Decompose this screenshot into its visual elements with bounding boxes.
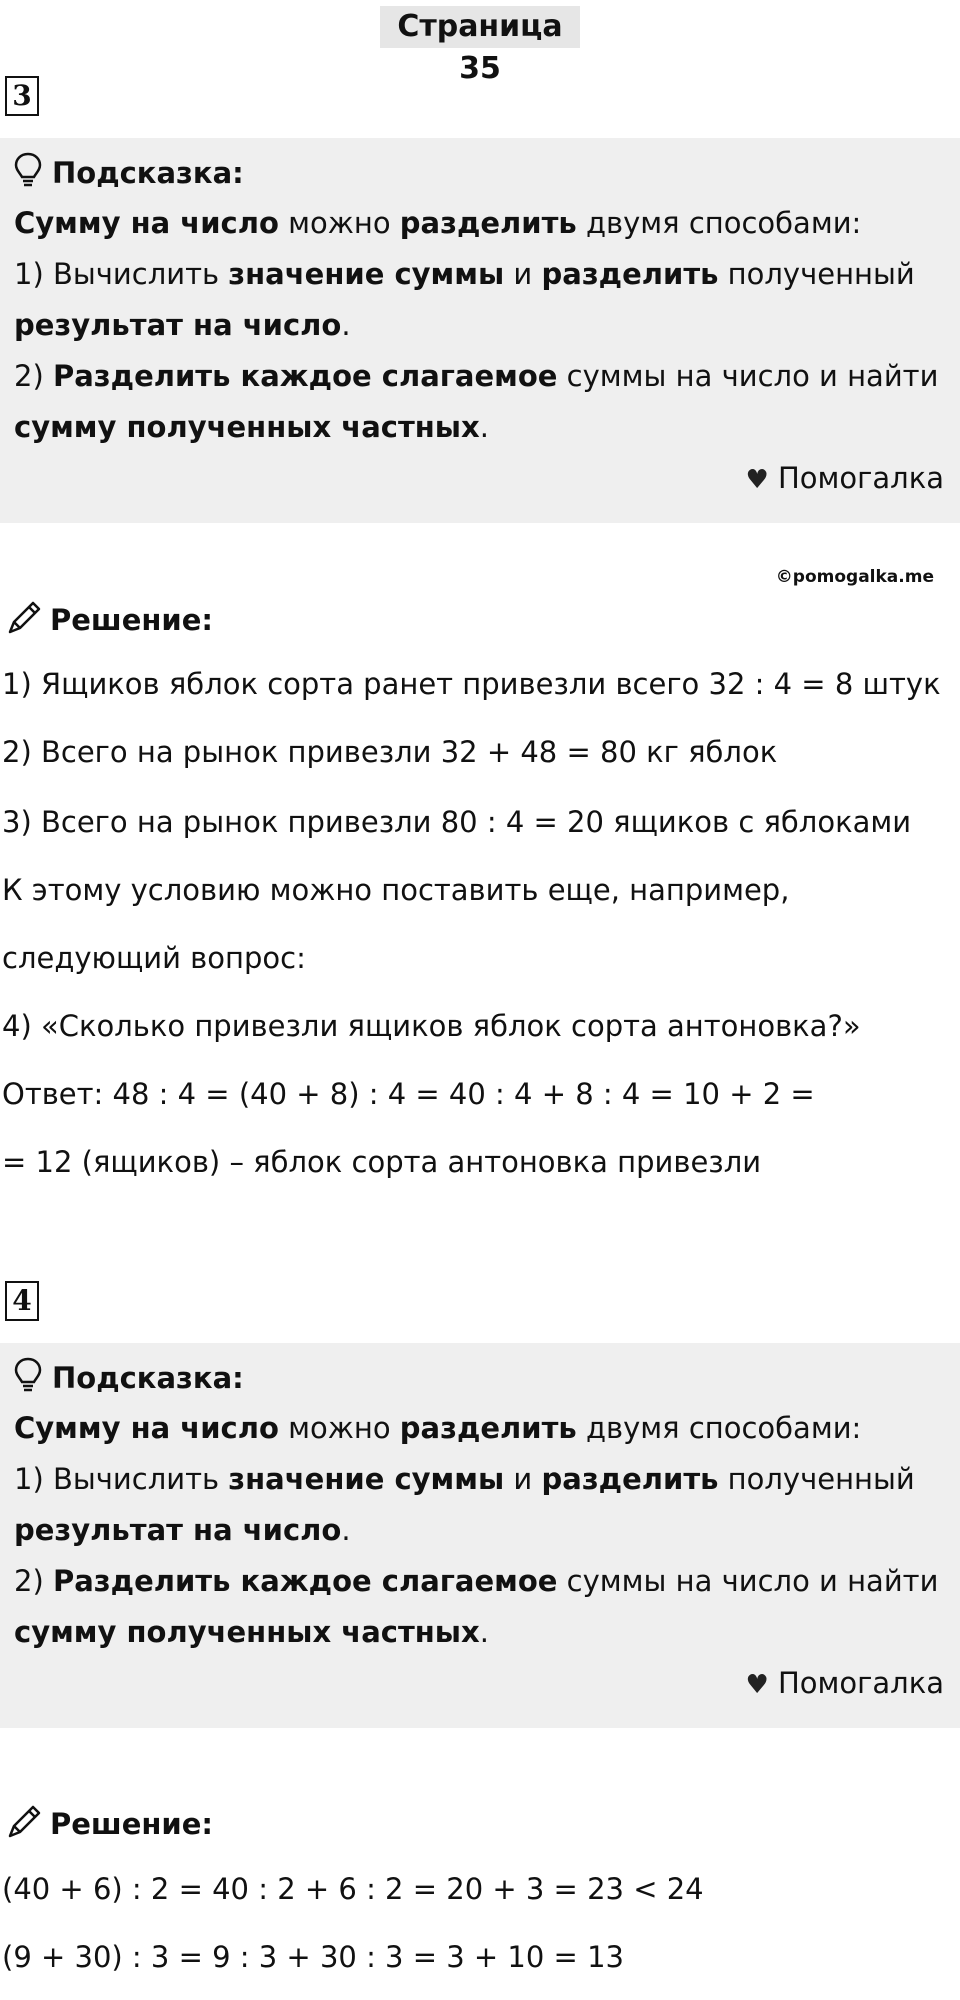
solution-line: следующий вопрос: bbox=[2, 941, 306, 975]
heart-icon: ♥ bbox=[745, 1670, 769, 1700]
brand-label: ♥ Помогалка bbox=[745, 1666, 944, 1700]
pencil-icon bbox=[6, 598, 44, 643]
hint-box-task4 bbox=[0, 1343, 960, 1728]
watermark: ©pomogalka.me bbox=[775, 567, 934, 587]
lightbulb-icon bbox=[14, 1357, 42, 1400]
hint-header bbox=[14, 148, 946, 198]
hint-line-1: Сумму на число можно разделить двумя способами: bbox=[14, 1411, 862, 1445]
solution-line: Ответ: 48 : 4 = (40 + 8) : 4 = 40 : 4 + 8 : 4 = 10 + 2 = bbox=[2, 1077, 815, 1111]
hint-box-task3 bbox=[0, 138, 960, 523]
solution-line: (9 + 30) : 3 = 9 : 3 + 30 : 3 = 3 + 10 = 13 bbox=[2, 1940, 624, 1974]
pencil-icon bbox=[6, 1802, 44, 1847]
hint-title: Подсказка: bbox=[52, 1361, 244, 1395]
solution-line: 2) Всего на рынок привезли 32 + 48 = 80 кг яблок bbox=[2, 735, 778, 769]
hint-line-4: 2) Разделить каждое слагаемое суммы на число и найти bbox=[14, 359, 939, 393]
hint-line-4: 2) Разделить каждое слагаемое суммы на число и найти bbox=[14, 1564, 939, 1598]
solution-line: = 12 (ящиков) – яблок сорта антоновка привезли bbox=[2, 1145, 762, 1179]
hint-line-2: 1) Вычислить значение суммы и разделить полученный bbox=[14, 257, 915, 291]
page-title: Страница 35 bbox=[380, 6, 580, 48]
hint-title: Подсказка: bbox=[52, 156, 244, 190]
hint-line-5: сумму полученных частных. bbox=[14, 1615, 489, 1649]
solution-header-task3: Решение: bbox=[6, 598, 213, 642]
brand-label: ♥ Помогалка bbox=[745, 461, 944, 495]
lightbulb-icon bbox=[14, 152, 42, 195]
task-number-3: 3 bbox=[5, 76, 39, 116]
solution-line: К этому условию можно поставить еще, например, bbox=[2, 873, 790, 907]
hint-line-5: сумму полученных частных. bbox=[14, 410, 489, 444]
solution-line: 1) Ящиков яблок сорта ранет привезли всего 32 : 4 = 8 штук bbox=[2, 667, 941, 701]
hint-line-3: результат на число. bbox=[14, 308, 351, 342]
solution-line: 4) «Сколько привезли ящиков яблок сорта антоновка?» bbox=[2, 1009, 861, 1043]
task-number-4: 4 bbox=[5, 1281, 39, 1321]
solution-header-task4: Решение: bbox=[6, 1802, 213, 1846]
solution-line: 3) Всего на рынок привезли 80 : 4 = 20 ящиков с яблоками bbox=[2, 805, 912, 839]
hint-line-3: результат на число. bbox=[14, 1513, 351, 1547]
hint-header bbox=[14, 1353, 946, 1403]
hint-line-2: 1) Вычислить значение суммы и разделить полученный bbox=[14, 1462, 915, 1496]
heart-icon: ♥ bbox=[745, 465, 769, 495]
hint-line-1: Сумму на число можно разделить двумя способами: bbox=[14, 206, 862, 240]
solution-line: (40 + 6) : 2 = 40 : 2 + 6 : 2 = 20 + 3 = 23 < 24 bbox=[2, 1872, 704, 1906]
